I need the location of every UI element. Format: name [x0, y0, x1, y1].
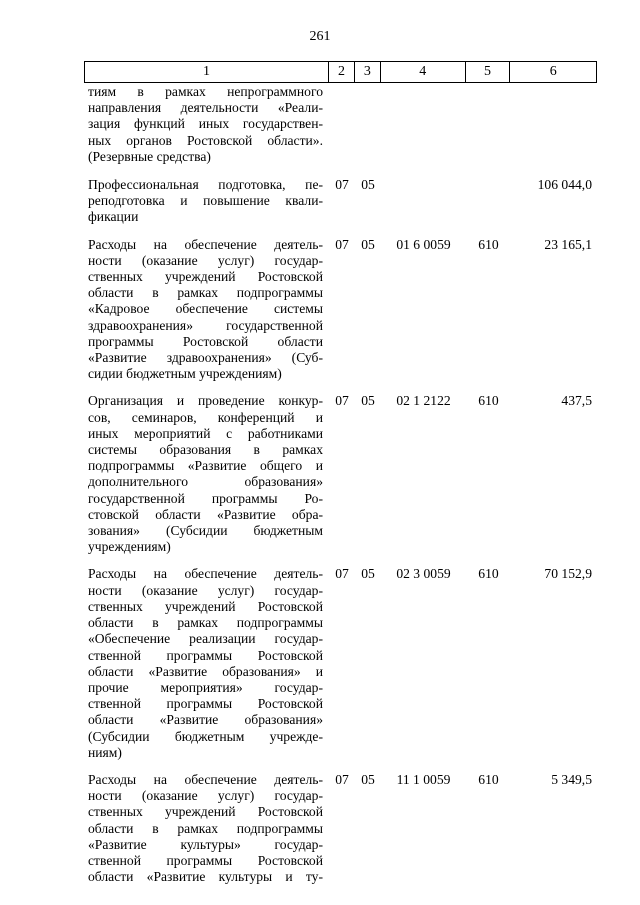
description-line: программы Ростовской области	[88, 333, 323, 349]
description-line: подпрограммы «Развитие общего и	[88, 458, 323, 474]
expense-type-code: 610	[478, 393, 499, 409]
column-6-header: 6	[549, 64, 557, 79]
description-line: области в рамках подпрограммы	[88, 615, 323, 631]
description-line: здравоохранения» государственной	[88, 317, 323, 333]
row-description	[84, 772, 329, 885]
description-line: ственной программы Ростовской	[88, 696, 323, 712]
section-code: 07	[335, 393, 349, 409]
subsection-code: 05	[361, 177, 375, 193]
column-3-header: 3	[355, 62, 381, 82]
column-5-header: 5	[466, 62, 511, 82]
section-code: 07	[335, 177, 349, 193]
expense-type-code: 610	[478, 771, 499, 787]
description-line: Организация и проведение конкур-	[88, 393, 323, 409]
description-line: ственной программы Ростовской	[88, 852, 323, 868]
section-code: 07	[335, 566, 349, 582]
amount: 70 152,9	[544, 566, 592, 582]
description-line: Профессиональная подготовка, пе-	[88, 177, 323, 193]
description-line: зования» (Субсидии бюджетным	[88, 523, 323, 539]
expense-type-code: 610	[478, 566, 499, 582]
description-line: ности (оказание услуг) государ-	[88, 252, 323, 268]
description-line: «Кадровое обеспечение системы	[88, 301, 323, 317]
subsection-code: 05	[361, 566, 375, 582]
description-line: области «Развитие образования» и	[88, 663, 323, 679]
target-article-code: 11 1 0059	[396, 771, 451, 787]
row-description	[84, 566, 329, 760]
table-column-header	[84, 61, 597, 83]
description-line: фикации	[88, 209, 139, 225]
table-row	[84, 393, 597, 555]
description-line: Расходы на обеспечение деятель-	[88, 236, 323, 252]
description-line: области в рамках подпрограммы	[88, 820, 323, 836]
description-line: тиям в рамках непрограммного	[88, 84, 323, 99]
target-article-code: 02 3 0059	[396, 566, 451, 582]
description-line: (Субсидии бюджетным учрежде-	[88, 728, 323, 744]
column-4-header: 4	[381, 62, 466, 82]
description-line: системы образования в рамках	[88, 442, 323, 458]
row-description	[84, 393, 329, 555]
description-line: области в рамках подпрограммы	[88, 285, 323, 301]
description-line: области «Развитие культуры и ту-	[88, 869, 323, 885]
amount: 23 165,1	[544, 236, 592, 252]
table-row	[84, 772, 597, 885]
description-line: ниям)	[88, 744, 122, 760]
description-line: ственных учреждений Ростовской	[88, 598, 323, 614]
description-line: иных мероприятий с работниками	[88, 425, 323, 441]
target-article-code: 02 1 2122	[396, 393, 451, 409]
section-code: 07	[335, 771, 349, 787]
description-line: области «Развитие образования»	[88, 712, 323, 728]
description-line: Расходы на обеспечение деятель-	[88, 566, 323, 582]
description-line: Расходы на обеспечение деятель-	[88, 771, 323, 787]
table-row	[84, 237, 597, 383]
column-2-header: 2	[329, 62, 355, 82]
amount: 5 349,5	[551, 771, 592, 787]
row-description	[84, 177, 329, 226]
row-description	[84, 84, 329, 165]
description-line: сов, семинаров, конференций и	[88, 409, 323, 425]
description-line: стовской области «Развитие обра-	[88, 506, 323, 522]
table-row	[84, 177, 597, 226]
subsection-code: 05	[361, 393, 375, 409]
description-line: зация функций иных государствен-	[88, 116, 323, 132]
description-line: «Развитие культуры» государ-	[88, 836, 323, 852]
target-article-code: 01 6 0059	[396, 236, 451, 252]
subsection-code: 05	[361, 771, 375, 787]
expense-type-code: 610	[478, 236, 499, 252]
description-line: государственной программы Ро-	[88, 490, 323, 506]
description-line: учреждениям)	[88, 539, 171, 555]
subsection-code: 05	[361, 236, 375, 252]
description-line: ных органов Ростовской области».	[88, 132, 323, 148]
amount: 437,5	[561, 393, 592, 409]
description-line: прочие мероприятия» государ-	[88, 679, 323, 695]
table-row	[84, 566, 597, 760]
description-line: «Обеспечение реализации государ-	[88, 631, 323, 647]
description-line: ственной программы Ростовской	[88, 647, 323, 663]
section-code: 07	[335, 236, 349, 252]
row-description	[84, 237, 329, 383]
table-body	[84, 84, 597, 896]
description-line: ственных учреждений Ростовской	[88, 804, 323, 820]
description-line: реподготовка и повышение квали-	[88, 193, 323, 209]
description-line: дополнительного образования»	[88, 474, 323, 490]
description-line: направления деятельности «Реали-	[88, 100, 323, 116]
description-line: ности (оказание услуг) государ-	[88, 788, 323, 804]
column-1-header: 1	[85, 62, 329, 82]
description-line: «Развитие здравоохранения» (Суб-	[88, 350, 323, 366]
description-line: ственных учреждений Ростовской	[88, 269, 323, 285]
page-number: 261	[309, 29, 331, 44]
amount: 106 044,0	[537, 177, 592, 193]
table-row	[84, 84, 597, 165]
description-line: ности (оказание услуг) государ-	[88, 582, 323, 598]
description-line: сидии бюджетным учреждениям)	[88, 366, 282, 382]
description-line: (Резервные средства)	[88, 148, 211, 164]
